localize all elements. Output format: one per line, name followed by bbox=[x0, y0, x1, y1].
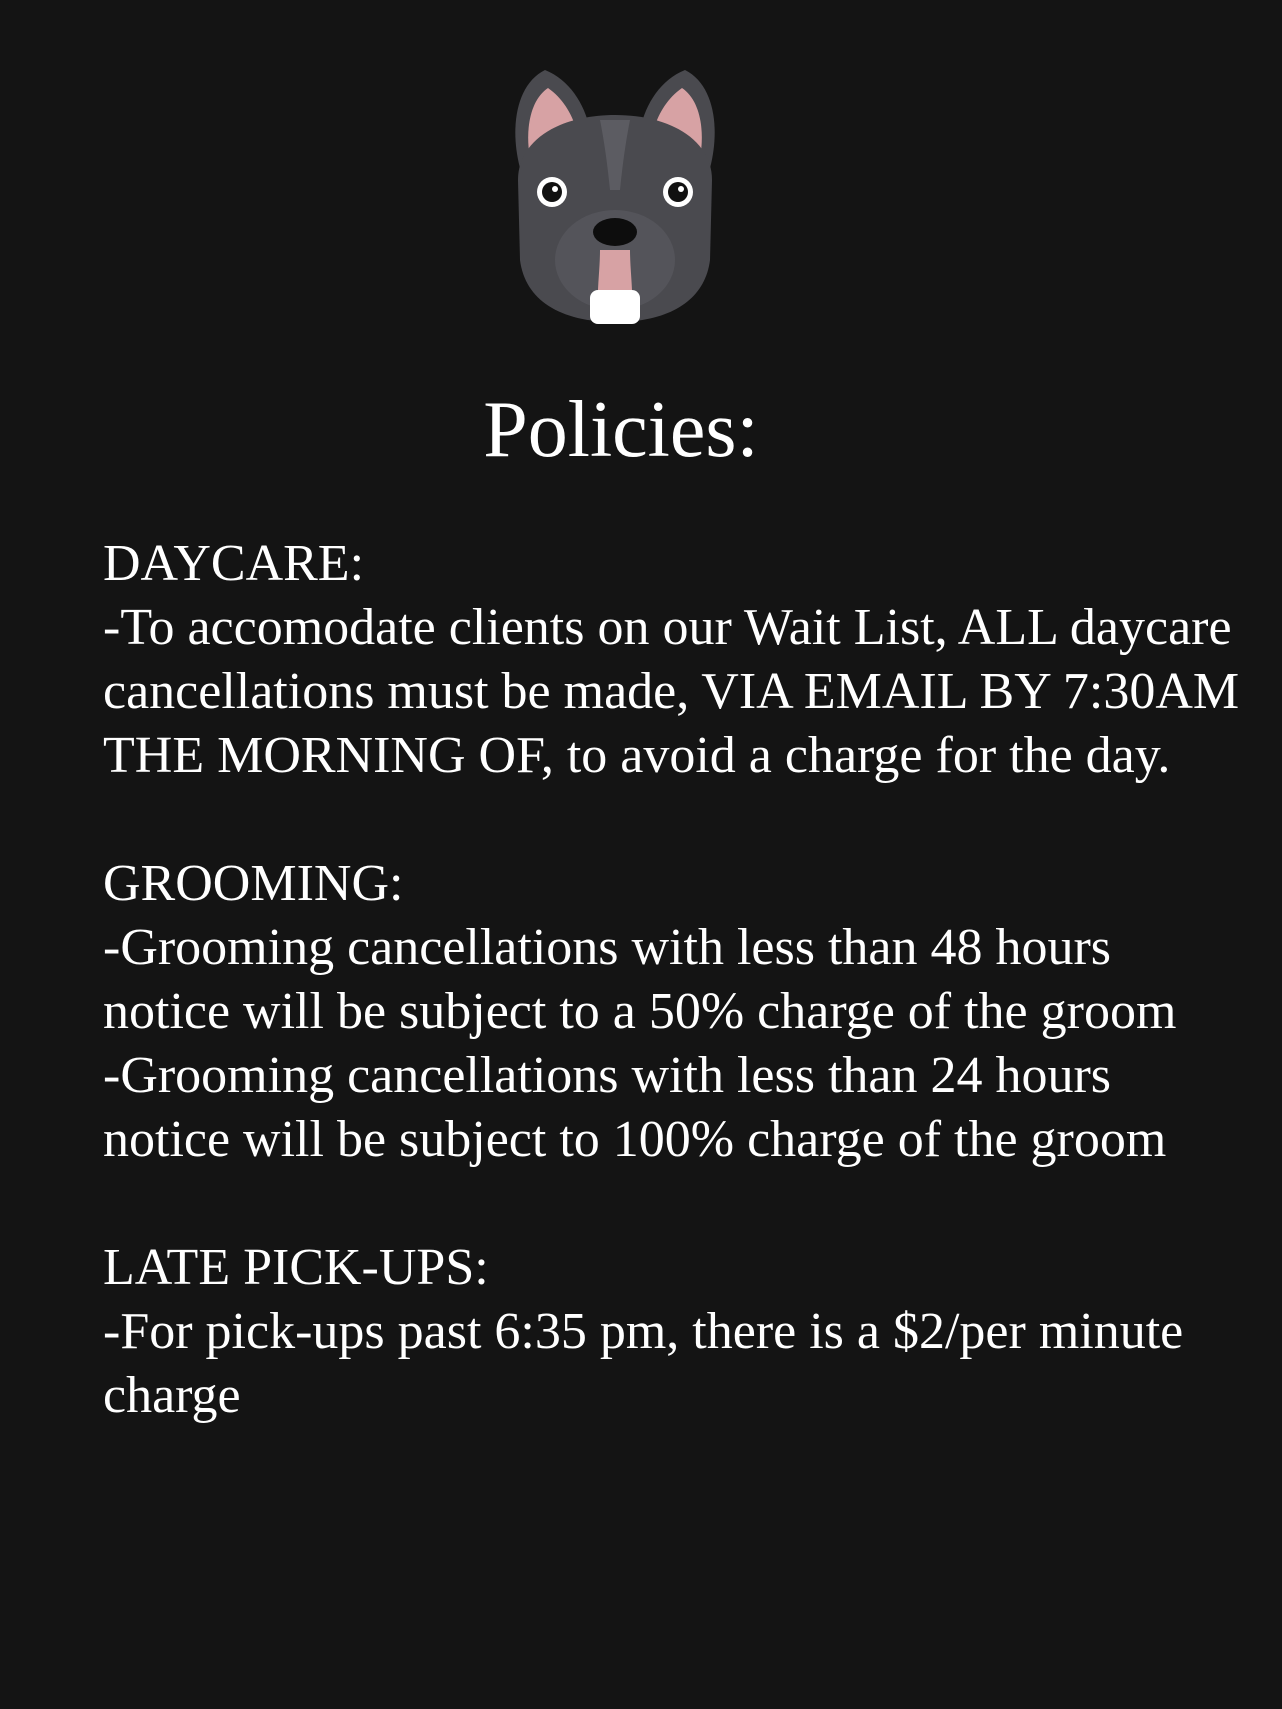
page-title: Policies: bbox=[483, 386, 759, 474]
french-bulldog-icon bbox=[500, 60, 730, 340]
late-pickups-heading: LATE PICK-UPS: bbox=[103, 1239, 489, 1296]
grooming-policy-24h: -Grooming cancellations with less than 24 hours notice will be subject to 100% charge of the groom bbox=[103, 1047, 1167, 1168]
grooming-policy-48h: -Grooming cancellations with less than 48 hours notice will be subject to a 50% charge of the groom bbox=[103, 919, 1177, 1040]
late-pickups-section bbox=[103, 1236, 1243, 1428]
daycare-section bbox=[103, 532, 1243, 788]
grooming-heading: GROOMING: bbox=[103, 855, 404, 912]
policies-list bbox=[103, 532, 1243, 1428]
late-pickups-policy-text: -For pick-ups past 6:35 pm, there is a $2/per minute charge bbox=[103, 1303, 1184, 1424]
grooming-section bbox=[103, 852, 1243, 1172]
daycare-heading: DAYCARE: bbox=[103, 535, 365, 592]
daycare-policy-text: -To accomodate clients on our Wait List, ALL daycare cancellations must be made, VIA EMAIL BY 7:30AM THE MORNING OF, to avoid a charge for the day. bbox=[103, 599, 1240, 784]
